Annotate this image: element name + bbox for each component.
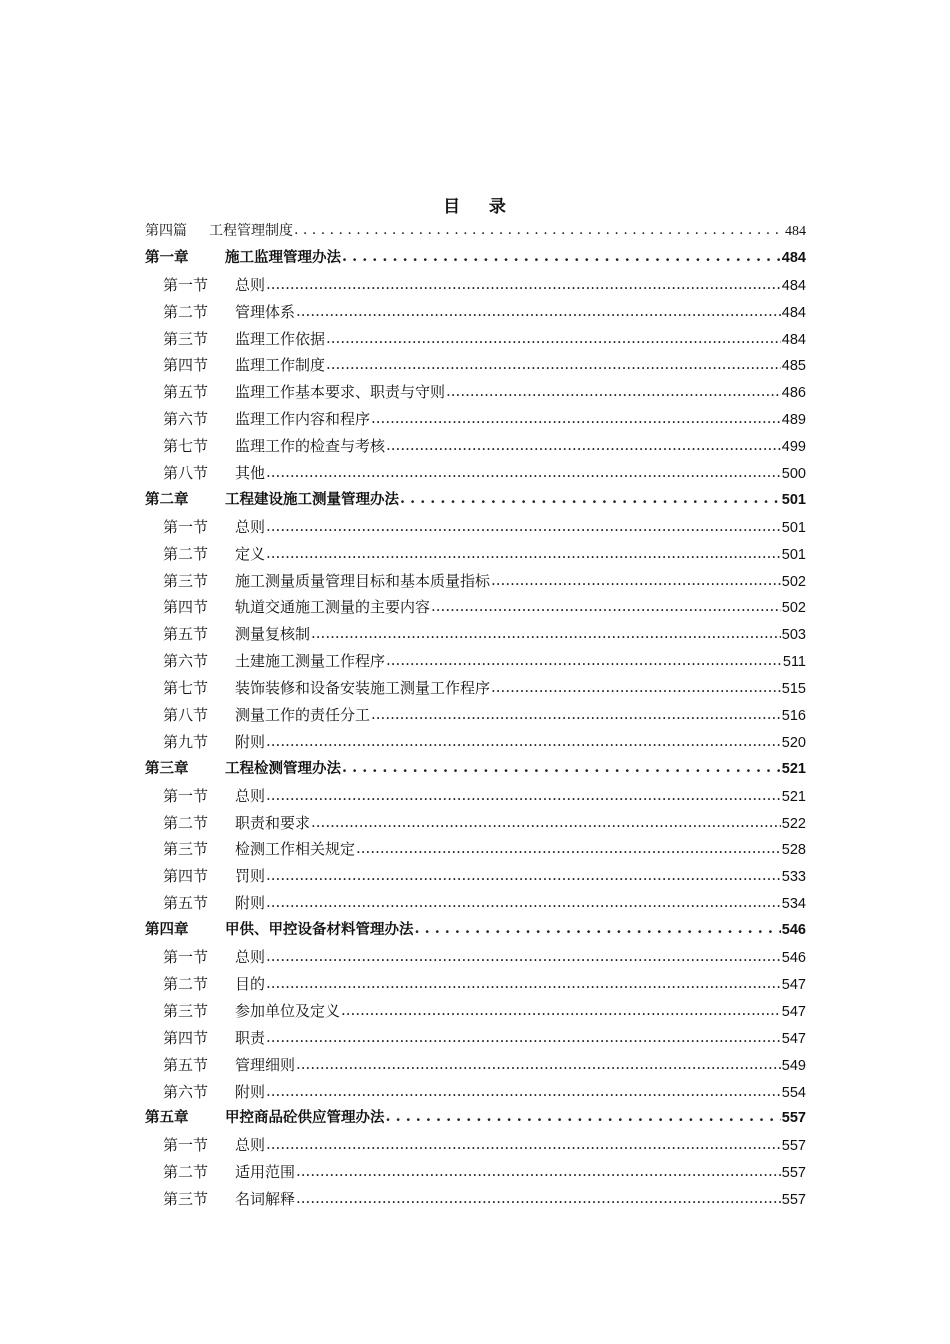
toc-entry-label: 监理工作的检查与考核 xyxy=(235,437,386,456)
toc-entry-number: 第三节 xyxy=(163,329,209,348)
toc-entry-section[interactable] xyxy=(145,514,806,541)
toc-entry-section[interactable] xyxy=(145,863,806,890)
toc-entry-section[interactable] xyxy=(145,998,806,1025)
toc-entry-section[interactable] xyxy=(145,702,806,729)
toc-entry-section[interactable] xyxy=(145,433,806,460)
toc-entry-section[interactable] xyxy=(145,1052,806,1079)
toc-entry-page-number: 484 xyxy=(781,277,806,294)
toc-entry-page-number: 554 xyxy=(781,1084,806,1101)
toc-entry-label: 检测工作相关规定 xyxy=(235,840,356,859)
toc-entry-label: 总则 xyxy=(235,275,266,294)
toc-entry-label: 管理体系 xyxy=(235,302,296,321)
toc-dot-leader xyxy=(266,1079,781,1105)
toc-entry-page-number: 501 xyxy=(781,491,806,508)
toc-entry-number: 第五章 xyxy=(145,1109,189,1127)
toc-entry-number: 第三节 xyxy=(163,1001,209,1020)
toc-dot-leader xyxy=(266,971,781,997)
toc-dot-leader xyxy=(386,1105,781,1131)
toc-entry-section[interactable] xyxy=(145,460,806,487)
toc-entry-label: 工程检测管理办法 xyxy=(225,759,341,777)
toc-entry-number: 第一节 xyxy=(163,786,209,805)
toc-dot-leader xyxy=(311,621,781,647)
toc-entry-label: 测量工作的责任分工 xyxy=(235,706,371,725)
toc-entry-page-number: 528 xyxy=(781,842,806,859)
toc-entry-number: 第六节 xyxy=(163,652,209,671)
toc-entry-section[interactable] xyxy=(145,272,806,299)
toc-entry-number: 第一节 xyxy=(163,1136,209,1155)
toc-entry-label: 附则 xyxy=(235,732,266,751)
toc-entry-page-number: 549 xyxy=(781,1057,806,1074)
toc-entry-section[interactable] xyxy=(145,352,806,379)
toc-dot-leader xyxy=(491,675,781,701)
toc-entry-section[interactable] xyxy=(145,541,806,568)
toc-dot-leader xyxy=(371,702,781,728)
toc-entry-page-number: 557 xyxy=(781,1192,806,1209)
toc-dot-leader xyxy=(296,1159,781,1185)
toc-entry-section[interactable] xyxy=(145,299,806,326)
toc-entry-page-number: 484 xyxy=(781,304,806,321)
toc-entry-chapter[interactable] xyxy=(145,756,806,783)
table-of-contents xyxy=(145,218,806,1213)
toc-dot-leader xyxy=(341,998,781,1024)
toc-entry-chapter[interactable] xyxy=(145,1105,806,1132)
toc-entry-number: 第二章 xyxy=(145,490,189,508)
toc-entry-section[interactable] xyxy=(145,621,806,648)
toc-dot-leader xyxy=(266,1025,781,1051)
toc-entry-label: 施工监理管理办法 xyxy=(225,248,341,266)
toc-dot-leader xyxy=(415,917,781,943)
toc-entry-number: 第一节 xyxy=(163,517,209,536)
toc-entry-label: 总则 xyxy=(235,1136,266,1155)
toc-entry-page-number: 547 xyxy=(781,976,806,993)
toc-entry-number: 第七节 xyxy=(163,437,209,456)
toc-entry-number: 第一节 xyxy=(163,948,209,967)
toc-entry-page-number: 533 xyxy=(781,869,806,886)
toc-entry-number: 第六节 xyxy=(163,410,209,429)
toc-entry-page-number: 516 xyxy=(781,708,806,725)
toc-entry-label: 其他 xyxy=(235,464,266,483)
toc-entry-number: 第四篇 xyxy=(145,223,187,239)
toc-entry-page-number: 557 xyxy=(781,1138,806,1155)
toc-entry-number: 第五节 xyxy=(163,894,209,913)
toc-entry-section[interactable] xyxy=(145,675,806,702)
toc-dot-leader xyxy=(296,1186,781,1212)
toc-entry-page-number: 547 xyxy=(781,1030,806,1047)
toc-entry-section[interactable] xyxy=(145,379,806,406)
toc-entry-label: 总则 xyxy=(235,786,266,805)
toc-entry-section[interactable] xyxy=(145,1079,806,1106)
toc-entry-number: 第四章 xyxy=(145,921,189,939)
toc-dot-leader xyxy=(431,594,781,620)
toc-dot-leader xyxy=(266,890,781,916)
toc-entry-page-number: 515 xyxy=(781,681,806,698)
toc-entry-number: 第七节 xyxy=(163,679,209,698)
toc-entry-label: 监理工作制度 xyxy=(235,356,326,375)
toc-entry-page-number: 489 xyxy=(781,412,806,429)
toc-entry-number: 第一节 xyxy=(163,275,209,294)
toc-entry-number: 第六节 xyxy=(163,1082,209,1101)
toc-dot-leader xyxy=(266,460,781,486)
toc-entry-section[interactable] xyxy=(145,1186,806,1213)
toc-entry-section[interactable] xyxy=(145,1159,806,1186)
toc-entry-page-number: 484 xyxy=(781,249,806,266)
toc-entry-page-number: 534 xyxy=(781,896,806,913)
toc-entry-label: 职责和要求 xyxy=(235,813,311,832)
toc-entry-label: 装饰装修和设备安装施工测量工作程序 xyxy=(235,679,491,698)
toc-entry-number: 第五节 xyxy=(163,625,209,644)
toc-dot-leader xyxy=(266,729,781,755)
toc-entry-section[interactable] xyxy=(145,971,806,998)
toc-entry-number: 第三节 xyxy=(163,840,209,859)
toc-entry-label: 施工测量质量管理目标和基本质量指标 xyxy=(235,571,491,590)
toc-entry-page-number: 547 xyxy=(781,1003,806,1020)
toc-dot-leader xyxy=(386,433,781,459)
toc-entry-page-number: 502 xyxy=(781,573,806,590)
toc-dot-leader xyxy=(326,352,781,378)
toc-dot-leader xyxy=(386,648,782,674)
toc-dot-leader xyxy=(266,514,781,540)
toc-entry-number: 第五节 xyxy=(163,1055,209,1074)
toc-entry-section[interactable] xyxy=(145,406,806,433)
toc-entry-label: 参加单位及定义 xyxy=(235,1001,341,1020)
toc-entry-page-number: 499 xyxy=(781,439,806,456)
toc-entry-label: 工程建设施工测量管理办法 xyxy=(225,490,399,508)
toc-entry-label: 土建施工测量工作程序 xyxy=(235,652,386,671)
toc-entry-section[interactable] xyxy=(145,944,806,971)
toc-entry-page-number: 484 xyxy=(781,331,806,348)
toc-entry-label: 工程管理制度 xyxy=(209,223,293,239)
toc-entry-part[interactable] xyxy=(145,218,806,245)
toc-entry-number: 第四节 xyxy=(163,867,209,886)
toc-entry-number: 第二节 xyxy=(163,1163,209,1182)
toc-dot-leader xyxy=(446,379,781,405)
toc-entry-page-number: 501 xyxy=(781,519,806,536)
toc-dot-leader xyxy=(342,245,781,271)
toc-dot-leader xyxy=(356,836,781,862)
toc-entry-page-number: 486 xyxy=(781,385,806,402)
toc-entry-label: 职责 xyxy=(235,1028,266,1047)
toc-entry-page-number: 485 xyxy=(781,358,806,375)
toc-entry-section[interactable] xyxy=(145,729,806,756)
toc-entry-label: 总则 xyxy=(235,517,266,536)
toc-entry-page-number: 521 xyxy=(781,788,806,805)
toc-entry-label: 附则 xyxy=(235,1082,266,1101)
toc-entry-label: 甲控商品砼供应管理办法 xyxy=(225,1109,385,1127)
toc-entry-label: 甲供、甲控设备材料管理办法 xyxy=(225,921,414,939)
toc-entry-page-number: 511 xyxy=(782,654,806,671)
toc-entry-number: 第二节 xyxy=(163,813,209,832)
toc-entry-section[interactable] xyxy=(145,648,806,675)
toc-entry-section[interactable] xyxy=(145,1025,806,1052)
toc-dot-leader xyxy=(311,810,781,836)
toc-entry-label: 监理工作内容和程序 xyxy=(235,410,371,429)
toc-entry-number: 第二节 xyxy=(163,974,209,993)
toc-entry-page-number: 501 xyxy=(781,546,806,563)
toc-entry-section[interactable] xyxy=(145,810,806,837)
toc-dot-leader xyxy=(266,863,781,889)
toc-entry-number: 第三章 xyxy=(145,759,189,777)
toc-entry-label: 附则 xyxy=(235,894,266,913)
toc-dot-leader xyxy=(266,541,781,567)
toc-dot-leader xyxy=(266,783,781,809)
toc-dot-leader xyxy=(326,326,781,352)
toc-dot-leader xyxy=(491,568,781,594)
toc-dot-leader xyxy=(266,272,781,298)
toc-entry-number: 第一章 xyxy=(145,248,189,266)
toc-entry-page-number: 520 xyxy=(781,734,806,751)
toc-entry-label: 测量复核制 xyxy=(235,625,311,644)
toc-entry-label: 监理工作基本要求、职责与守则 xyxy=(235,383,446,402)
toc-entry-chapter[interactable] xyxy=(145,917,806,944)
toc-entry-section[interactable] xyxy=(145,890,806,917)
toc-entry-label: 名词解释 xyxy=(235,1190,296,1209)
toc-dot-leader xyxy=(342,756,781,782)
toc-entry-number: 第八节 xyxy=(163,706,209,725)
toc-entry-page-number: 500 xyxy=(781,466,806,483)
toc-dot-leader xyxy=(266,1132,781,1158)
toc-entry-number: 第二节 xyxy=(163,302,209,321)
toc-entry-label: 监理工作依据 xyxy=(235,329,326,348)
toc-entry-section[interactable] xyxy=(145,783,806,810)
toc-entry-number: 第五节 xyxy=(163,383,209,402)
toc-entry-section[interactable] xyxy=(145,594,806,621)
toc-entry-chapter[interactable] xyxy=(145,487,806,514)
toc-entry-label: 管理细则 xyxy=(235,1055,296,1074)
toc-dot-leader xyxy=(400,487,781,513)
toc-entry-page-number: 557 xyxy=(781,1165,806,1182)
toc-entry-page-number: 484 xyxy=(785,224,806,239)
toc-title: 目 录 xyxy=(443,197,507,217)
toc-dot-leader xyxy=(266,944,781,970)
toc-entry-section[interactable] xyxy=(145,1132,806,1159)
toc-entry-number: 第四节 xyxy=(163,1028,209,1047)
toc-entry-label: 定义 xyxy=(235,544,266,563)
toc-dot-leader xyxy=(296,299,781,325)
toc-dot-leader xyxy=(294,218,784,244)
toc-entry-number: 第三节 xyxy=(163,1190,209,1209)
toc-entry-number: 第三节 xyxy=(163,571,209,590)
toc-entry-chapter[interactable] xyxy=(145,245,806,272)
toc-entry-section[interactable] xyxy=(145,568,806,595)
toc-entry-section[interactable] xyxy=(145,836,806,863)
toc-entry-page-number: 557 xyxy=(781,1110,806,1127)
toc-entry-label: 目的 xyxy=(235,974,266,993)
toc-entry-label: 适用范围 xyxy=(235,1163,296,1182)
toc-entry-page-number: 502 xyxy=(781,600,806,617)
toc-entry-page-number: 546 xyxy=(781,922,806,939)
toc-entry-number: 第八节 xyxy=(163,464,209,483)
toc-dot-leader xyxy=(371,406,781,432)
toc-entry-label: 总则 xyxy=(235,948,266,967)
toc-entry-page-number: 546 xyxy=(781,950,806,967)
toc-entry-label: 罚则 xyxy=(235,867,266,886)
toc-entry-page-number: 503 xyxy=(781,627,806,644)
toc-entry-page-number: 522 xyxy=(781,815,806,832)
toc-entry-number: 第四节 xyxy=(163,356,209,375)
toc-entry-number: 第四节 xyxy=(163,598,209,617)
toc-entry-section[interactable] xyxy=(145,326,806,353)
toc-entry-page-number: 521 xyxy=(781,760,806,777)
toc-entry-number: 第九节 xyxy=(163,732,209,751)
toc-dot-leader xyxy=(296,1052,781,1078)
toc-entry-number: 第二节 xyxy=(163,544,209,563)
toc-entry-label: 轨道交通施工测量的主要内容 xyxy=(235,598,431,617)
